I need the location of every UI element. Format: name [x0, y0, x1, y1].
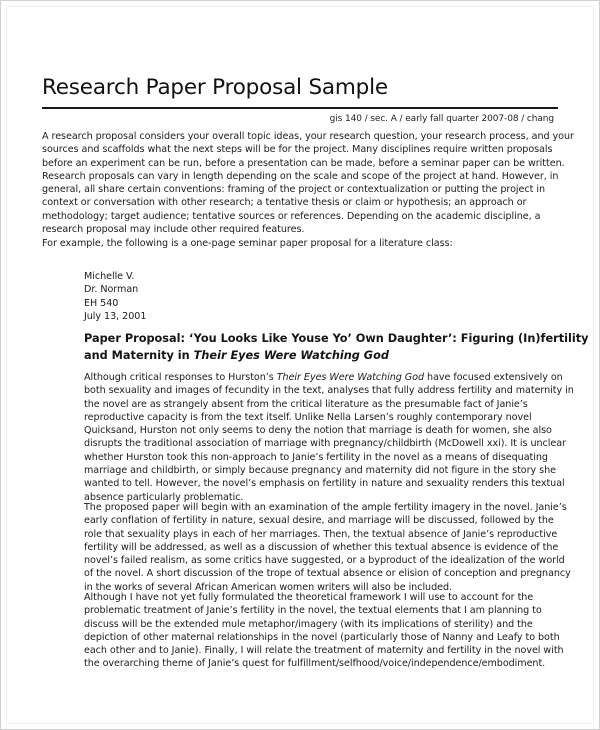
- text-line: The proposed paper will begin with an examination of the ample fertility imagery in the novel. Janie’s: [84, 502, 567, 513]
- example-intro-paragraph: [42, 237, 558, 250]
- text-line: early conflation of fertility in nature, sexual desire, and marriage will be discussed, followed by the: [84, 515, 554, 527]
- text-line: in the works of several African American women writers will also be included.: [84, 581, 453, 593]
- proposal-header-block: [84, 270, 146, 323]
- course-code: EH 540: [84, 297, 119, 309]
- body-paragraph-1: [84, 371, 574, 504]
- text-line: the overarching theme of Janie’s quest for fulfillment/selfhood/voice/independence/embodiment.: [84, 658, 546, 670]
- text-fragment: have focused extensively on: [424, 372, 563, 383]
- proposal-title: [84, 330, 589, 364]
- text-line: methodology; target audience; tentative sources or references. Depending on the academic discipline, a: [42, 210, 541, 222]
- text-line: discuss will be the extended mule metaphor/imagery (with its implications of sterility) and the: [84, 618, 533, 630]
- text-line: A research proposal considers your overall topic ideas, your research question, your research process, and your: [42, 131, 574, 142]
- text-line: sources and scaffolds what the next steps will be for the project. Many disciplines require written proposals: [42, 144, 553, 156]
- text-fragment: Although critical responses to Hurston’s: [84, 372, 277, 383]
- text-line: both sexuality and images of fecundity in the text, analyses that fully address fertility and maternity in: [84, 385, 574, 397]
- text-line: general, all share certain conventions: framing of the project or contextualization or putting the project in: [42, 184, 545, 196]
- text-line: novel’s failed realism, as some critics have suggested, or a byproduct of the idealization of the world: [84, 555, 565, 567]
- course-meta-line: gis 140 / sec. A / early fall quarter 2007-08 / chang: [329, 114, 554, 124]
- text-line: context or conversation with other research; a tentative thesis or claim or hypothesis; an approach or: [42, 197, 527, 209]
- text-line: of the novel. A short discussion of the trope of textual absence or elision of conception and pregnancy: [84, 568, 571, 580]
- text-line: disrupts the traditional association of marriage with pregnancy/childbirth (McDowell xxi). It is unclear: [84, 438, 566, 450]
- proposal-title-line-2: [84, 347, 589, 364]
- book-title: Their Eyes Were Watching God: [193, 349, 389, 362]
- text-line: problematic treatment of Janie’s fertility in the novel, the textual elements that I am planning to: [84, 605, 542, 617]
- text-line: research proposal may include other required features.: [42, 224, 305, 236]
- text-line: [84, 371, 574, 384]
- author-name: Michelle V.: [84, 271, 135, 282]
- body-paragraph-3: [84, 591, 564, 671]
- book-title: Their Eyes Were Watching God: [276, 372, 425, 383]
- text-line: marriage and childbirth, or simply because pregnancy and maternity did not figure in the story she: [84, 465, 556, 477]
- document-title: Research Paper Proposal Sample: [42, 75, 388, 100]
- proposal-title-line-1: Paper Proposal: ‘You Looks Like Youse Yo’ Own Daughter’: Figuring (In)fertility: [84, 332, 589, 345]
- text-line: role that sexuality plays in each of her marriages. Then, the textual absence of Janie’s reproductive: [84, 528, 558, 540]
- text-line: reproductive capacity is from the text itself. Unlike Nella Larsen’s roughly contemporary novel: [84, 411, 532, 423]
- instructor-name: Dr. Norman: [84, 284, 139, 296]
- text-line: wanted to tell. However, the novel’s emphasis on fertility in nature and sexuality renders this textual: [84, 478, 565, 490]
- text-line: absence particularly problematic.: [84, 491, 244, 503]
- text-line: Research proposals can vary in length depending on the scale and scope of the project at hand. However, in: [42, 170, 559, 182]
- text-line: Quicksand, Hurston not only seems to deny the notion that marriage is death for women, she also: [84, 425, 552, 437]
- proposal-date: July 13, 2001: [84, 310, 147, 322]
- text-line: fertility will be addressed, as well as a discussion of whether this textual absence is evidence of the: [84, 541, 559, 553]
- text-line: Although I have not yet fully formulated the theoretical framework I will use to account for the: [84, 592, 534, 603]
- text-line: the novel are as strangely absent from the critical literature as the presumable fact of Janie’s: [84, 398, 528, 410]
- title-underline-rule: [42, 107, 558, 109]
- proposal-title-prefix: and Maternity in: [84, 349, 194, 362]
- text-line: whether Hurston took this non-approach to Janie’s fertility in the novel as a means of disequating: [84, 451, 548, 463]
- text-line: before an experiment can be run, before a presentation can be made, before a seminar paper can be written.: [42, 157, 565, 169]
- intro-paragraph: [42, 130, 574, 236]
- body-paragraph-2: [84, 501, 571, 594]
- text-line: each other and to Janie). Finally, I will relate the treatment of maternity and fertility in the novel with: [84, 645, 564, 657]
- text-line: depiction of other maternal relationships in the novel (particularly those of Nanny and Leafy to both: [84, 631, 560, 643]
- text-line: For example, the following is a one-page seminar paper proposal for a literature class:: [42, 238, 453, 249]
